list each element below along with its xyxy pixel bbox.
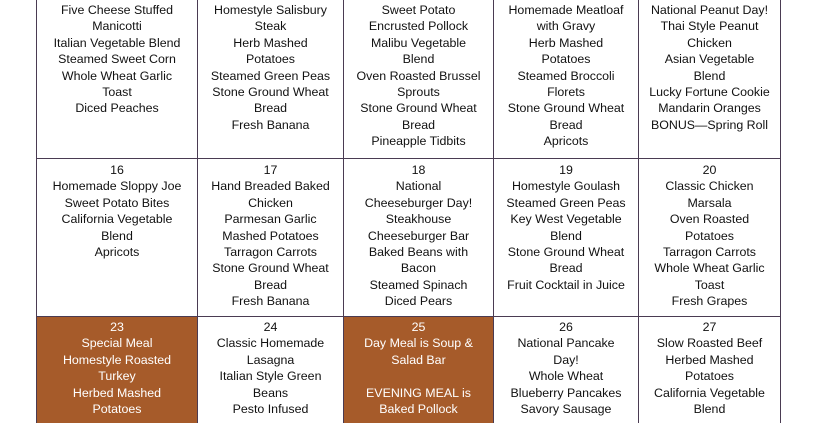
menu-item: Italian Vegetable Blend — [53, 35, 181, 50]
day-cell — [639, 317, 780, 423]
menu-item: Five Cheese Stuffed — [60, 3, 174, 17]
day-cell — [37, 0, 197, 158]
menu-item: Blend — [693, 68, 726, 83]
menu-item: Oven Roasted Brussel — [356, 68, 481, 83]
menu-item: Bacon — [400, 261, 437, 276]
day-cell — [494, 0, 638, 158]
menu-item: Homestyle Goulash — [511, 179, 621, 194]
menu-item: Diced Peaches — [75, 101, 159, 116]
menu-item: National Pancake — [517, 336, 615, 351]
menu-item: Manicotti — [92, 19, 142, 34]
menu-item: Chicken — [687, 35, 732, 50]
menu-item: Thai Style Peanut — [660, 19, 759, 34]
menu-item: Blueberry Pancakes — [510, 385, 622, 400]
menu-item: Day Meal is Soup & — [364, 336, 473, 351]
menu-item: National Peanut Day! — [650, 3, 769, 17]
menu-item: Blend — [550, 228, 582, 243]
menu-item: Cheeseburger Bar — [367, 228, 470, 243]
menu-item: Chicken — [248, 195, 293, 210]
menu-item: Classic Chicken — [665, 179, 754, 194]
menu-item: Whole Wheat Garlic — [654, 261, 765, 276]
menu-item: Florets — [547, 85, 585, 100]
day-cell — [344, 159, 493, 316]
grid-line — [343, 0, 344, 423]
menu-item: Pesto Infused — [232, 402, 309, 417]
menu-item: Stone Ground Wheat — [507, 101, 625, 116]
day-number: 17 — [263, 163, 278, 177]
day-number: 24 — [263, 320, 278, 334]
menu-item: Fresh Grapes — [671, 294, 748, 309]
menu-item: Steamed Spinach — [369, 277, 468, 292]
menu-item: Tarragon Carrots — [224, 245, 317, 260]
menu-item: Salad Bar — [391, 352, 446, 367]
menu-item: Baked Beans with — [368, 245, 469, 260]
menu-item: Homestyle Roasted — [62, 352, 172, 367]
menu-item: Italian Style Green — [219, 369, 322, 384]
menu-item: Cheeseburger Day! — [364, 195, 473, 210]
menu-item: Classic Homemade — [216, 336, 325, 351]
day-cell — [37, 159, 197, 316]
day-number: 23 — [110, 320, 124, 334]
day-number: 26 — [559, 320, 573, 334]
menu-item: Tarragon Carrots — [663, 245, 756, 260]
menu-item: Malibu Vegetable — [370, 35, 467, 50]
menu-item: Bread — [401, 117, 436, 132]
menu-item: Bread — [253, 277, 288, 292]
menu-item: Sweet Potato — [381, 3, 456, 17]
menu-item: Slow Roasted Beef — [656, 336, 763, 351]
menu-item: Steakhouse — [385, 212, 452, 227]
menu-item: Stone Ground Wheat — [360, 101, 477, 116]
menu-item: Herb Mashed — [233, 35, 308, 50]
menu-item: Beans — [252, 385, 289, 400]
menu-item: Whole Wheat Garlic — [61, 68, 173, 83]
menu-item: Marsala — [687, 195, 732, 210]
menu-item: California Vegetable — [654, 385, 765, 400]
menu-item: National — [395, 179, 442, 194]
menu-item: Bread — [253, 101, 288, 116]
menu-item: Lasagna — [246, 352, 295, 367]
menu-item: Toast — [102, 85, 132, 100]
day-number: 16 — [110, 163, 124, 177]
menu-item: Savory Sausage — [520, 402, 612, 417]
day-cell — [494, 159, 638, 316]
menu-item: Potatoes — [92, 402, 142, 417]
menu-item: Diced Pears — [384, 294, 453, 309]
menu-item: Asian Vegetable — [664, 52, 755, 67]
menu-item: Baked Pollock — [379, 402, 458, 417]
grid-line — [36, 0, 37, 423]
menu-item: EVENING MEAL is — [366, 385, 471, 400]
day-cell — [344, 317, 493, 423]
menu-item: Sprouts — [397, 85, 440, 100]
menu-item: Herbed Mashed — [665, 352, 754, 367]
day-cell — [198, 0, 343, 158]
menu-item: Turkey — [98, 369, 136, 384]
menu-item: Potatoes — [246, 52, 295, 67]
day-cell — [639, 0, 780, 158]
menu-item: Fresh Banana — [231, 294, 310, 309]
day-cell — [37, 317, 197, 423]
menu-item: Blend — [693, 402, 726, 417]
menu-item: Steamed Broccoli — [517, 68, 615, 83]
menu-item: Homemade Meatloaf — [508, 3, 624, 17]
day-number: 27 — [702, 320, 717, 334]
day-number: 20 — [702, 163, 717, 177]
menu-item: Potatoes — [541, 52, 591, 67]
menu-item: Sweet Potato Bites — [64, 195, 170, 210]
grid-line — [197, 0, 198, 423]
grid-line — [36, 158, 781, 159]
menu-item: Apricots — [94, 245, 140, 260]
menu-item: Pineapple Tidbits — [371, 134, 466, 149]
menu-item: with Gravy — [536, 19, 596, 34]
day-cell — [494, 317, 638, 423]
menu-item: Homestyle Salisbury — [214, 3, 327, 17]
menu-item: Stone Ground Wheat — [212, 85, 329, 100]
day-number: 19 — [559, 163, 573, 177]
menu-item: Blend — [402, 52, 435, 67]
menu-item: Whole Wheat — [528, 369, 604, 384]
menu-item: Special Meal — [81, 336, 153, 351]
menu-item: Toast — [694, 277, 725, 292]
day-cell — [198, 159, 343, 316]
menu-item: California Vegetable — [61, 212, 173, 227]
spacer — [344, 368, 493, 384]
menu-item: Bread — [549, 261, 583, 276]
menu-item: Stone Ground Wheat — [212, 261, 329, 276]
day-number: 18 — [411, 163, 426, 177]
menu-item: Herbed Mashed — [72, 385, 162, 400]
day-cell — [198, 317, 343, 423]
grid-line — [493, 0, 494, 423]
menu-item: Hand Breaded Baked — [211, 179, 330, 194]
menu-item: Steamed Green Peas — [506, 195, 626, 210]
grid-line — [638, 0, 639, 423]
menu-item: Fresh Banana — [231, 117, 310, 132]
menu-item: Steamed Sweet Corn — [58, 52, 176, 67]
menu-item: Stone Ground Wheat — [507, 245, 625, 260]
menu-item: Lucky Fortune Cookie — [649, 85, 770, 100]
menu-item: Parmesan Garlic — [224, 212, 317, 227]
menu-item: Steak — [254, 19, 287, 34]
menu-item: Mashed Potatoes — [222, 228, 319, 243]
menu-item: Day! — [553, 352, 579, 367]
menu-item: Key West Vegetable — [510, 212, 622, 227]
grid-line — [36, 316, 781, 317]
day-cell — [344, 0, 493, 158]
menu-item: Blend — [101, 228, 133, 243]
menu-item: Encrusted Pollock — [368, 19, 469, 34]
menu-item: Potatoes — [685, 228, 734, 243]
menu-item: Apricots — [543, 134, 589, 149]
menu-item: BONUS—Spring Roll — [650, 117, 769, 132]
menu-item: Bread — [549, 117, 583, 132]
menu-item: Homemade Sloppy Joe — [52, 179, 182, 194]
menu-item: Oven Roasted — [669, 212, 750, 227]
menu-item: Herb Mashed — [528, 35, 604, 50]
menu-item: Potatoes — [685, 369, 734, 384]
menu-item: Steamed Green Peas — [210, 68, 331, 83]
grid-line — [780, 0, 781, 423]
day-number: 25 — [411, 320, 426, 334]
menu-item: Mandarin Oranges — [658, 101, 761, 116]
day-cell — [639, 159, 780, 316]
menu-item: Fruit Cocktail in Juice — [507, 277, 625, 292]
